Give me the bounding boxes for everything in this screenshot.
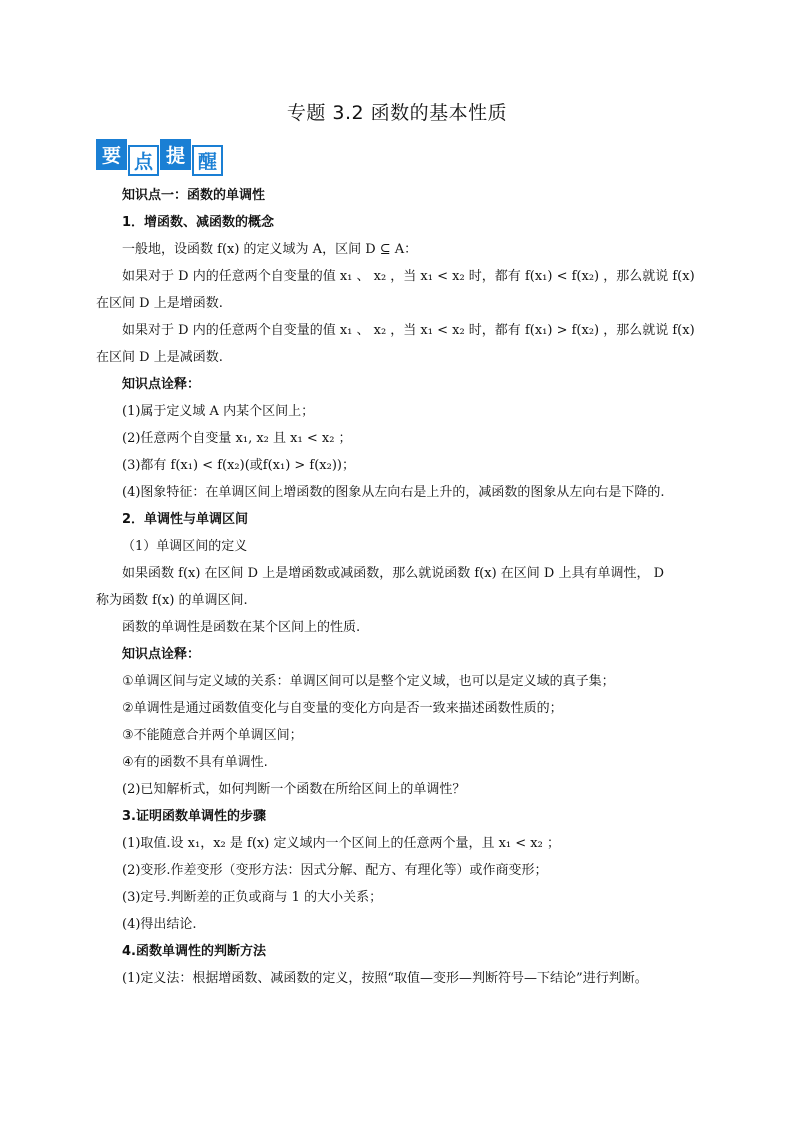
note-heading: 知识点诠释： xyxy=(122,377,201,392)
subsection-heading: 2．单调性与单调区间 xyxy=(122,512,249,527)
section-heading: 知识点一：函数的单调性 xyxy=(122,188,266,203)
subsection-heading: 3.证明函数单调性的步骤 xyxy=(122,809,266,824)
list-item: (2)任意两个自变量 x₁, x₂ 且 x₁ < x₂ ； xyxy=(122,431,352,446)
list-item: ④有的函数不具有单调性. xyxy=(122,755,268,770)
list-item: (1)属于定义域 A 内某个区间上； xyxy=(122,404,315,419)
badge-char: 提 xyxy=(160,139,191,170)
paragraph-line: 如果函数 f(x) 在区间 D 上是增函数或减函数，那么就说函数 f(x) 在区间 D 上具有单调性， D xyxy=(122,566,665,581)
subsection-heading: 1．增函数、减函数的概念 xyxy=(122,215,275,230)
page-title: 专题 3.2 函数的基本性质 xyxy=(286,102,508,124)
list-item: (1)定义法：根据增函数、减函数的定义，按照“取值—变形—判断符号—下结论”进行判断。 xyxy=(122,971,648,986)
list-item: (2)变形.作差变形（变形方法：因式分解、配方、有理化等）或作商变形； xyxy=(122,863,548,878)
list-item: ①单调区间与定义域的关系：单调区间可以是整个定义域，也可以是定义域的真子集； xyxy=(122,674,615,689)
subsection-heading: 4.函数单调性的判断方法 xyxy=(122,944,266,959)
badge-char: 醒 xyxy=(192,145,223,176)
paragraph-line: 称为函数 f(x) 的单调区间. xyxy=(96,593,248,608)
list-item: (4)图象特征：在单调区间上增函数的图象从左向右是上升的，减函数的图象从左向右是下降的. xyxy=(122,485,665,500)
list-item: ③不能随意合并两个单调区间； xyxy=(122,728,303,743)
paragraph-line: (2)已知解析式，如何判断一个函数在所给区间上的单调性？ xyxy=(122,782,466,797)
paragraph-line: 函数的单调性是函数在某个区间上的性质. xyxy=(122,620,361,635)
key-points-badge xyxy=(96,139,223,176)
paragraph-line: 在区间 D 上是增函数. xyxy=(96,296,223,311)
list-item: (3)定号.判断差的正负或商与 1 的大小关系； xyxy=(122,890,383,905)
document-body xyxy=(96,182,700,992)
paragraph-line: （1）单调区间的定义 xyxy=(122,539,248,554)
paragraph-line: 一般地，设函数 f(x) 的定义域为 A，区间 D ⊆ A： xyxy=(122,242,418,257)
list-item: (3)都有 f(x₁) < f(x₂)(或f(x₁) > f(x₂))； xyxy=(122,458,355,473)
paragraph-line: 如果对于 D 内的任意两个自变量的值 x₁ 、 x₂ ，当 x₁ < x₂ 时，都有 f(x₁) > f(x₂) ，那么就说 f(x) xyxy=(122,323,695,338)
badge-char: 点 xyxy=(128,145,159,176)
badge-char: 要 xyxy=(96,139,127,170)
note-heading: 知识点诠释： xyxy=(122,647,201,662)
list-item: (4)得出结论. xyxy=(122,917,197,932)
paragraph-line: 如果对于 D 内的任意两个自变量的值 x₁ 、 x₂ ，当 x₁ < x₂ 时，都有 f(x₁) < f(x₂) ，那么就说 f(x) xyxy=(122,269,695,284)
list-item: ②单调性是通过函数值变化与自变量的变化方向是否一致来描述函数性质的； xyxy=(122,701,563,716)
paragraph-line: 在区间 D 上是减函数. xyxy=(96,350,223,365)
list-item: (1)取值.设 x₁，x₂ 是 f(x) 定义域内一个区间上的任意两个量，且 x₁ < x₂ ； xyxy=(122,836,560,851)
